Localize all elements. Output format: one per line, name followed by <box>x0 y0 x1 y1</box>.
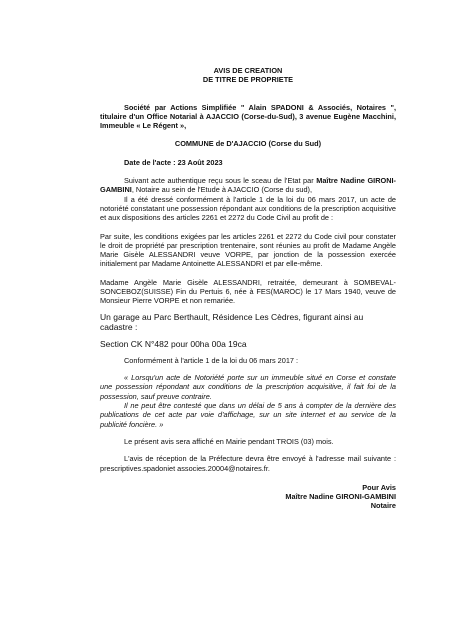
signature-line-2: Maître Nadine GIRONI-GAMBINI <box>285 492 396 502</box>
paragraph-notary-suffix: , Notaire au sein de l'Etude à AJACCIO (Corse du sud), <box>131 185 313 195</box>
paragraph-garage: Un garage au Parc Berthault, Résidence Les Cèdres, figurant ainsi au cadastre : <box>100 311 364 333</box>
notary-name: Maître Nadine GIRONI-GAMBINI <box>100 176 396 195</box>
signature-line-1: Pour Avis <box>362 482 396 492</box>
cadastre-section: Section CK N°482 pour 00ha 00a 19ca <box>100 339 247 350</box>
notice-body <box>100 66 396 511</box>
law-reference: Conformément à l'article 1 de la loi du 06 mars 2017 : <box>124 355 299 365</box>
company-paragraph: Société par Actions Simplifiée " Alain SPADONI & Associés, Notaires ", titulaire d'un Office Notarial à AJACCIO (Corse-du-Sud), 3 avenue Eugène Macchini, Immeuble « Le Régent », <box>100 102 396 131</box>
act-date: Date de l'acte : 23 Août 2023 <box>124 157 223 167</box>
signature-line-3: Notaire <box>370 501 396 511</box>
paragraph-notary-prefix: Suivant acte authentique reçu sous le sceau de l'Etat par <box>124 176 317 186</box>
title-line-1: AVIS DE CREATION <box>213 66 283 75</box>
law-quote-2: Il ne peut être contesté que dans un délai de 5 ans à compter de la dernière des publications de cet acte par voie d'affichage, sur un site internet et au service de la publicité foncière. » <box>100 401 396 429</box>
paragraph-conditions: Par suite, les conditions exigées par les articles 2261 et 2272 du Code civil pour constater le droit de propriété par prescription trentenaire, sont réunies au profit de Madame Angèle Marie Gisèle ALESSANDRI veuve VORPE, par jonction de la possession exercée initialement par Madame Antoinette ALESSANDRI et par elle-même. <box>100 231 396 269</box>
law-quote-1: « Lorsqu'un acte de Notoriété porte sur un immeuble situé en Corse et constate une possession répondant aux conditions de la prescription acquisitive, il fait foi de la possession, sauf preuve contraire. <box>100 373 396 401</box>
display-notice: Le présent avis sera affiché en Mairie pendant TROIS (03) mois. <box>124 436 334 446</box>
paragraph-acte: Il a été dressé conformément à l'article 1 de la loi du 06 mars 2017, un acte de notoriété constatant une possession répondant aux conditions de la prescription acquisitive et aux dispositions des articles 2261 et 2272 du Code Civil au profit de : <box>100 194 396 223</box>
title-line-2: DE TITRE DE PROPRIETE <box>202 75 294 85</box>
notice-title <box>100 66 396 85</box>
paragraph-notary <box>100 176 396 195</box>
prefecture-notice: L'avis de réception de la Préfecture devra être envoyé à l'adresse mail suivante : prescriptives.spadoniet associes.20004@notaires.fr. <box>100 454 396 473</box>
commune-heading: COMMUNE de D'AJACCIO (Corse du Sud) <box>174 139 322 149</box>
signature-block <box>100 483 396 511</box>
paragraph-beneficiary: Madame Angèle Marie Gisèle ALESSANDRI, retraitée, demeurant à SOMBEVAL-SONCEBOZ(SUISSE) Fin du Pertuis 6, née à FES(MAROC) le 17 Mars 1940, veuve de Monsieur Pierre VORPE et non remariée. <box>100 277 396 306</box>
